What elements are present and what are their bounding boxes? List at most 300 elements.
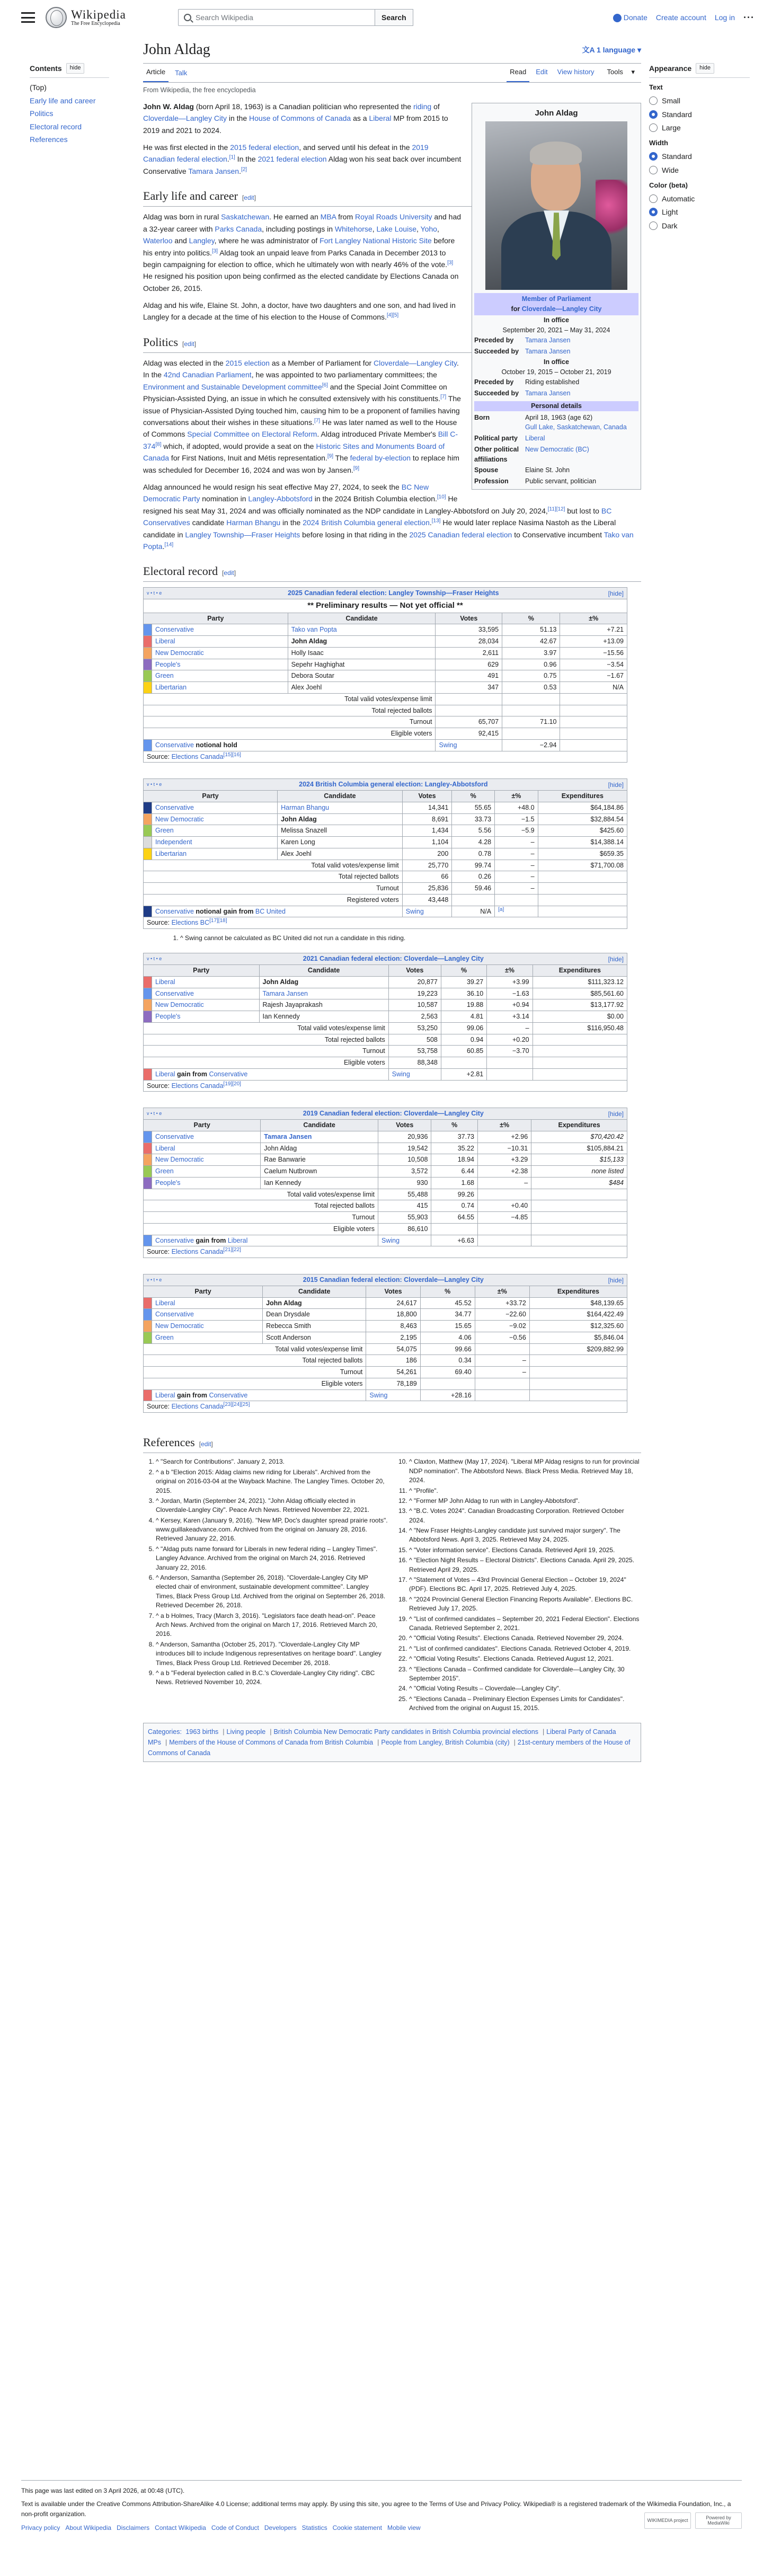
total-value [436,705,502,716]
citation-link[interactable]: [13] [431,518,441,524]
election-title[interactable]: 2021 Canadian federal election: Cloverdale—Langley City [303,955,484,963]
wikipedia-logo[interactable] [46,7,167,28]
total-value: 0.94 [441,1034,486,1046]
total-value: $209,882.99 [529,1343,627,1355]
citation-link[interactable]: [4][5] [386,312,399,318]
column-header: Candidate [259,965,388,977]
inline-link[interactable]: 2019 Canadian federal election [143,143,429,164]
party-name[interactable]: People's [152,1011,260,1023]
result-label [152,1068,389,1080]
reference-item: 3. ^ Jordan, Martin (September 24, 2021). "John Aldag officially elected in Cloverdale-Langley City". Peace Arch News. Retrieved November 22, 2021. [156,1497,388,1515]
citation-link[interactable]: [17][18] [209,918,227,924]
tab-article[interactable]: Article [143,67,168,82]
total-value [529,1367,627,1378]
column-header: Candidate [261,1120,378,1131]
total-row [144,1378,627,1389]
note-item: 1. ^ Swing cannot be calculated as BC United did not run a candidate in this riding. [180,933,641,943]
result-party[interactable]: Conservative [155,741,194,749]
inline-link[interactable]: Whitehorse [334,224,372,233]
result-value: 2,563 [388,1011,441,1023]
language-button[interactable]: 文A 1 language ▾ [582,46,641,55]
result-value: 36.10 [441,988,486,999]
party-name[interactable]: Liberal [152,1143,261,1154]
swing-label[interactable]: Swing [388,1068,441,1080]
reference-item: 5. ^ "Aldag puts name forward for Liberals in new federal riding – Langley Times". Langley Advance. Archived from the original on March 24, 2016. Retrieved January 22, 2016. [156,1545,388,1572]
party-name[interactable]: Liberal [152,1297,263,1309]
total-label: Turnout [144,1212,378,1224]
swing-label[interactable]: Swing [402,906,452,917]
tab-edit[interactable]: Edit [536,68,548,76]
party-name[interactable]: Independent [152,837,278,848]
category-link[interactable]: 21st-century members of the House of Commons of Canada [148,1738,631,1757]
candidate-name: Alex Joehl [288,682,436,694]
color-option[interactable] [649,220,750,232]
result-value: $85,561.60 [533,988,627,999]
category-link[interactable]: 1963 births [185,1728,219,1736]
inline-link[interactable]: House of Commons of Canada [249,114,351,123]
footer-link[interactable]: Contact Wikipedia [155,2524,206,2531]
citation-link[interactable]: [7] [314,418,321,424]
election-table [143,1108,627,1258]
result-type: gain from [175,1070,209,1078]
swing-label[interactable]: Swing [378,1235,431,1246]
total-row [144,705,627,716]
main-menu-icon[interactable] [21,12,35,23]
empty-cell [495,906,538,917]
category-link[interactable]: Liberal Party of Canada MPs [148,1728,616,1746]
license-text: Text is available under the Creative Commons Attribution-ShareAlike 4.0 License; additional terms may apply. By using this site, you agree to the Terms of Use and Privacy Policy. Wikipedia® is a registered trademark of the Wikimedia Foundation, Inc., a non-profit organization. [21,2500,731,2518]
citation-link[interactable]: [3] [211,247,218,254]
table-hide-link[interactable]: [hide] [608,1276,624,1284]
vte-links[interactable]: v • t • e [147,590,162,596]
inline-link[interactable]: Tamara Jansen [188,166,239,175]
total-value [531,1189,627,1200]
party-name[interactable]: Green [152,670,288,682]
result-value: $14,388.14 [538,837,627,848]
width-option-label: Standard [662,152,692,161]
table-hide-link[interactable]: [hide] [608,955,624,963]
vte-links[interactable]: v • t • e [147,1111,162,1117]
citation-link[interactable]: [23][24][25] [223,1402,250,1408]
inline-link[interactable]: Langley-Abbotsford [248,494,313,503]
column-header: Expenditures [538,791,627,802]
result-value: 1,434 [402,825,452,837]
result-value: $12,325.60 [529,1321,627,1332]
text-size-radio-icon [649,96,658,105]
total-value: 54,261 [366,1367,420,1378]
categories-label[interactable]: Categories: [148,1728,182,1736]
wikimedia-badge[interactable]: WIKIMEDIA project [644,2512,691,2529]
party-color-swatch [144,682,152,694]
column-header: ±% [495,791,538,802]
inline-link[interactable]: Liberal [369,114,392,123]
reference-item: 2. ^ a b "Election 2015: Aldag claims new riding for Liberals". Archived from the original on 2016-03-04 at the Wayback Machine. The Langley Times. October 20, 2015. [156,1468,388,1495]
result-type: gain from [193,1236,228,1244]
toc-hide-button[interactable]: hide [66,63,85,74]
inline-link[interactable]: Parks Canada [215,224,262,233]
result-value: 33,595 [436,624,502,636]
other-affiliation-link[interactable]: New Democratic (BC) [525,445,589,453]
party-name[interactable]: Conservative [152,1131,261,1143]
candidate-name: Rae Banwarie [261,1154,378,1166]
vte-links[interactable]: v • t • e [147,782,162,787]
color-option-label: Light [662,208,678,217]
citation-link[interactable]: [19][20] [223,1081,241,1087]
party-color-swatch [144,659,152,670]
mediawiki-badge[interactable]: Powered by MediaWiki [695,2512,742,2529]
result-value: – [495,837,538,848]
width-label: Width [649,139,668,147]
party-name[interactable]: Conservative [152,988,260,999]
tab-talk[interactable]: Talk [175,69,188,77]
profession: Public servant, politician [525,477,597,485]
citation-link[interactable]: [10] [437,494,446,500]
edit-early-link[interactable]: edit [244,194,254,202]
citation-link[interactable]: [9] [327,453,333,459]
footer-link[interactable]: About Wikipedia [65,2524,112,2531]
election-title[interactable]: 2025 Canadian federal election: Langley Township—Fraser Heights [288,589,499,597]
width-radio-icon [649,166,658,174]
citation-link[interactable]: [3] [447,260,454,266]
edit-politics-link[interactable]: edit [184,340,194,348]
inline-link[interactable]: Langley [189,236,215,245]
total-label: Eligible voters [144,728,436,740]
reference-item: 13. ^ "B.C. Votes 2024". Canadian Broadcasting Corporation. Retrieved October 2024. [409,1507,641,1525]
candidate-name: Rebecca Smith [263,1321,366,1332]
result-value: −0.56 [475,1332,529,1343]
citation-link[interactable]: [15][16] [223,751,241,758]
edit-electoral-link[interactable]: edit [224,569,234,577]
result-party[interactable]: Liberal [155,1391,175,1399]
candidate-row [144,999,627,1011]
footer-link[interactable]: Developers [264,2524,297,2531]
election-title[interactable]: 2024 British Columbia general election: Langley-Abbotsford [299,781,488,789]
result-value: $64,184.86 [538,802,627,813]
source-link[interactable]: Elections Canada [171,1248,224,1256]
inline-link[interactable]: 2015 election [225,359,270,368]
candidate-row [144,1131,627,1143]
party-name[interactable]: New Democratic [152,813,278,825]
inline-link[interactable]: 42nd Canadian Parliament [163,370,252,379]
footer-link[interactable]: Mobile view [387,2524,421,2531]
inline-link[interactable]: BC New Democratic Party [143,482,429,503]
result-value: 2,195 [366,1332,420,1343]
citation-link[interactable]: [14] [164,542,174,548]
column-header: % [502,613,560,624]
header-row [144,791,627,802]
source-row [144,917,627,929]
inline-link[interactable]: Special Committee on Electoral Reform [187,430,317,439]
result-type: notional hold [193,741,237,749]
result-value: 10,587 [388,999,441,1011]
inline-link[interactable]: MBA [320,213,336,222]
candidate-name[interactable]: Harman Bhangu [278,802,403,813]
column-header: ±% [560,613,627,624]
result-party[interactable]: Conservative [155,1236,194,1244]
inline-link[interactable]: Langley Township—Fraser Heights [185,530,300,539]
table-hide-link[interactable]: [hide] [608,781,624,789]
inline-link[interactable]: 2025 Canadian federal election [409,530,512,539]
inline-link[interactable]: riding [413,102,432,111]
text-size-option[interactable] [649,109,750,120]
tab-read[interactable]: Read [507,67,529,82]
column-header: Party [144,965,260,977]
result-value: −9.02 [475,1321,529,1332]
donate-link[interactable]: Donate [613,12,647,23]
total-row [144,716,627,728]
party-link[interactable]: Liberal [525,435,545,442]
total-value: 64.55 [431,1212,478,1224]
candidate-name[interactable]: Tamara Jansen [259,988,388,999]
total-label: Total rejected ballots [144,1034,389,1046]
party-name[interactable]: People's [152,1177,261,1189]
inline-link[interactable]: 2015 federal election [230,143,299,152]
citation-link[interactable]: [9] [353,465,360,471]
inline-link[interactable]: 2024 British Columbia general election [303,518,430,527]
inline-link[interactable]: Environment and Sustainable Development committee [143,382,322,391]
portrait-photo[interactable] [485,121,627,290]
result-value: 10,508 [378,1154,431,1166]
candidate-name: Karen Long [278,837,403,848]
search-input[interactable]: Search Wikipedia [178,9,375,26]
election-title[interactable]: 2019 Canadian federal election: Cloverdale—Langley City [303,1110,484,1118]
source-link[interactable]: Elections Canada [171,1403,224,1411]
toc-item[interactable]: Early life and career [30,96,96,105]
total-value [560,716,627,728]
inline-link[interactable]: BC Conservatives [143,506,612,527]
election-caption-row [144,1274,627,1286]
party-name[interactable]: Green [152,825,278,837]
tools-menu[interactable]: Tools ▾ [607,68,635,76]
table-hide-link[interactable]: [hide] [608,1110,624,1118]
category-separator: | [270,1728,272,1736]
inline-link[interactable]: Harman Bhangu [226,518,281,527]
width-option-label: Wide [662,165,679,174]
election-title[interactable]: 2015 Canadian federal election: Cloverdale—Langley City [303,1276,484,1284]
result-value: 0.75 [502,670,560,682]
result-value: 0.53 [502,682,560,694]
result-from-party[interactable]: BC United [255,907,286,915]
note-link[interactable]: [a] [498,906,504,913]
party-color-swatch [144,1154,152,1166]
inline-link[interactable]: Cloverdale—Langley City [143,114,227,123]
color-radio-icon [649,208,658,216]
swing-label[interactable]: Swing [366,1389,420,1401]
total-value: 66 [402,871,452,883]
candidate-row [144,1154,627,1166]
toc-item[interactable]: Electoral record [30,122,82,131]
result-value: 18,800 [366,1309,420,1321]
footer-link[interactable]: Cookie statement [332,2524,382,2531]
total-row [144,693,627,705]
citation-link[interactable]: [6] [322,382,328,388]
party-name[interactable]: New Democratic [152,647,288,659]
party-name[interactable]: People's [152,659,288,670]
appearance-hide-button[interactable]: hide [696,63,714,74]
category-link[interactable]: Living people [226,1728,266,1736]
search-button[interactable]: Search [375,9,413,26]
total-label: Turnout [144,1367,366,1378]
inline-link[interactable]: Historic Sites and Monuments Board of Canada [143,441,445,463]
candidate-row [144,837,627,848]
footer-link[interactable]: Code of Conduct [211,2524,259,2531]
page-title: John Aldag 文A 1 language ▾ [143,35,641,64]
toc-item[interactable]: (Top) [30,83,47,92]
election-caption [144,1274,627,1286]
candidate-name[interactable]: Tamara Jansen [261,1131,378,1143]
born-place-link[interactable]: Gull Lake, Saskatchewan, Canada [525,423,627,431]
inline-link[interactable]: 2021 federal election [258,155,327,164]
column-header: % [420,1286,475,1297]
reference-item: 11. ^ "Profile". [409,1486,641,1495]
election-caption [144,953,627,965]
total-value: 65,707 [436,716,502,728]
column-header: Party [144,1120,261,1131]
inline-link[interactable]: Royal Roads University [355,213,432,222]
citation-link[interactable]: [21][22] [223,1247,241,1253]
result-from-party[interactable]: Liberal [227,1236,248,1244]
swing-label[interactable]: Swing [436,739,502,751]
result-value: 20,936 [378,1131,431,1143]
footer-link[interactable]: Disclaimers [117,2524,150,2531]
party-name[interactable]: Conservative [152,802,278,813]
result-value: 0.78 [452,848,495,860]
source-link[interactable]: Elections BC [171,919,210,927]
total-label: Eligible voters [144,1378,366,1389]
result-value: 28,034 [436,636,502,648]
result-value: 6.44 [431,1166,478,1178]
footer-link[interactable]: Privacy policy [21,2524,60,2531]
more-options-icon[interactable]: ··· [743,12,755,23]
inline-link[interactable]: Bill C-374 [143,430,458,450]
color-option[interactable] [649,206,750,218]
party-name[interactable]: Conservative [152,1309,263,1321]
swing-value: +6.63 [431,1235,478,1246]
source-link[interactable]: Elections Canada [171,1082,224,1090]
citation-link[interactable]: [2] [241,166,247,173]
tab-history[interactable]: View history [557,68,595,76]
total-value: $116,950.48 [533,1022,627,1034]
party-name[interactable]: New Democratic [152,1154,261,1166]
party-name[interactable]: Green [152,1332,263,1343]
table-hide-link[interactable]: [hide] [608,589,624,597]
toc-item[interactable]: References [30,135,68,144]
total-row [144,1189,627,1200]
candidate-name: Rajesh Jayaprakash [259,999,388,1011]
width-option[interactable] [649,151,750,162]
total-value [452,894,495,906]
column-header: % [452,791,495,802]
total-value: – [495,883,538,895]
citation-link[interactable]: [8] [155,441,162,448]
citation-link[interactable]: [11][12] [547,506,565,512]
party-name[interactable]: New Democratic [152,1321,263,1332]
result-party[interactable]: Liberal [155,1070,175,1078]
election-source: Source: Elections Canada[23][24][25] [144,1401,627,1413]
vte-links[interactable]: v • t • e [147,956,162,962]
result-value: 14,341 [402,802,452,813]
total-value: 508 [388,1034,441,1046]
text-size-radio-icon [649,123,658,132]
term1-succeeded-link[interactable]: Tamara Jansen [525,348,571,356]
swing-note [159,933,641,943]
party-color-swatch [144,1166,152,1178]
election-source: Source: Elections Canada[19][20] [144,1080,627,1092]
candidate-name: Dean Drysdale [263,1309,366,1321]
toc-item[interactable]: Politics [30,109,54,118]
inline-link[interactable]: federal by-election [350,454,411,463]
inline-link[interactable]: Tako van Popta [143,530,634,551]
inline-link[interactable]: Lake Louise [376,224,416,233]
election-caption [144,1108,627,1120]
column-header: ±% [475,1286,529,1297]
candidate-name[interactable]: Tako van Popta [288,624,436,636]
party-name[interactable]: New Democratic [152,999,260,1011]
column-header: Candidate [288,613,436,624]
party-name[interactable]: Liberal [152,636,288,648]
text-size-option[interactable] [649,95,750,107]
candidate-row [144,1332,627,1343]
category-link[interactable]: People from Langley, British Columbia (city) [381,1738,510,1746]
party-name[interactable]: Liberal [152,976,260,988]
candidate-row [144,647,627,659]
term1-preceded-link[interactable]: Tamara Jansen [525,337,571,344]
party-color-swatch [144,1321,152,1332]
inline-link[interactable]: Waterloo [143,236,173,245]
text-size-option[interactable] [649,122,750,134]
width-option[interactable] [649,164,750,176]
party-color-swatch [144,1177,152,1189]
term2-succeeded-link[interactable]: Tamara Jansen [525,390,571,397]
references-list [143,1457,641,1713]
inline-link[interactable]: Yoho [420,224,437,233]
party-name[interactable]: Libertarian [152,848,278,860]
column-header: Expenditures [533,965,627,977]
main-content [143,35,641,1762]
party-name[interactable]: Libertarian [152,682,288,694]
citation-link[interactable]: [7] [440,394,447,400]
result-from-party[interactable]: Conservative [209,1070,248,1078]
log-in-link[interactable]: Log in [714,13,735,22]
edit-references-link[interactable]: edit [201,1440,211,1448]
politics-paragraph-1: Aldag was elected in the 2015 election as a Member of Parliament for Cloverdale—Langley City. In the 42nd Canadian Parliament, he was appointed to two parliamentary committees; the Environment and Sustainable Development committee[6] and the Special Joint Committee on Physician-Assisted Dying, an issue in which he consulted extensively with his constituents.[7] The issue of Physician-Assisted Dying touched him, causing him to be a proponent of families having conversations about their wishes in these situations.[7] He was later named as well to the House of Commons Special Committee on Electoral Reform. Aldag introduced Private Member's Bill C-374[8] which, if adopted, would provide a seat on the Historic Sites and Monuments Board of Canada for First Nations, Inuit and Métis representation.[9] The federal by-election to replace him was scheduled for December 16, 2024 and was won by Jansen.[9] [143,359,461,474]
create-account-link[interactable]: Create account [655,13,706,22]
party-color-swatch [144,636,152,648]
result-party[interactable]: Conservative [155,907,194,915]
candidate-row [144,1321,627,1332]
category-link[interactable]: British Columbia New Democratic Party candidates in British Columbia provincial elections [273,1728,538,1736]
inline-link[interactable]: Cloverdale—Langley City [374,359,457,368]
source-link[interactable]: Elections Canada [171,753,224,760]
color-option[interactable] [649,193,750,205]
result-value: 20,877 [388,976,441,988]
party-name[interactable]: Conservative [152,624,288,636]
result-value: $70,420.42 [531,1131,627,1143]
party-name[interactable]: Green [152,1166,261,1178]
inline-link[interactable]: Saskatchewan [221,213,270,222]
total-value: 71.10 [502,716,560,728]
result-value: 34.77 [420,1309,475,1321]
inline-link[interactable]: Fort Langley National Historic Site [320,236,432,245]
footer-link[interactable]: Statistics [301,2524,327,2531]
site-header [0,0,763,35]
result-from-party[interactable]: Conservative [209,1391,248,1399]
category-link[interactable]: Members of the House of Commons of Canada from British Columbia [169,1738,374,1746]
result-value: −1.5 [495,813,538,825]
citation-link[interactable]: [1] [229,154,235,161]
vte-links[interactable]: v • t • e [147,1277,162,1282]
party-color-swatch [144,802,152,813]
